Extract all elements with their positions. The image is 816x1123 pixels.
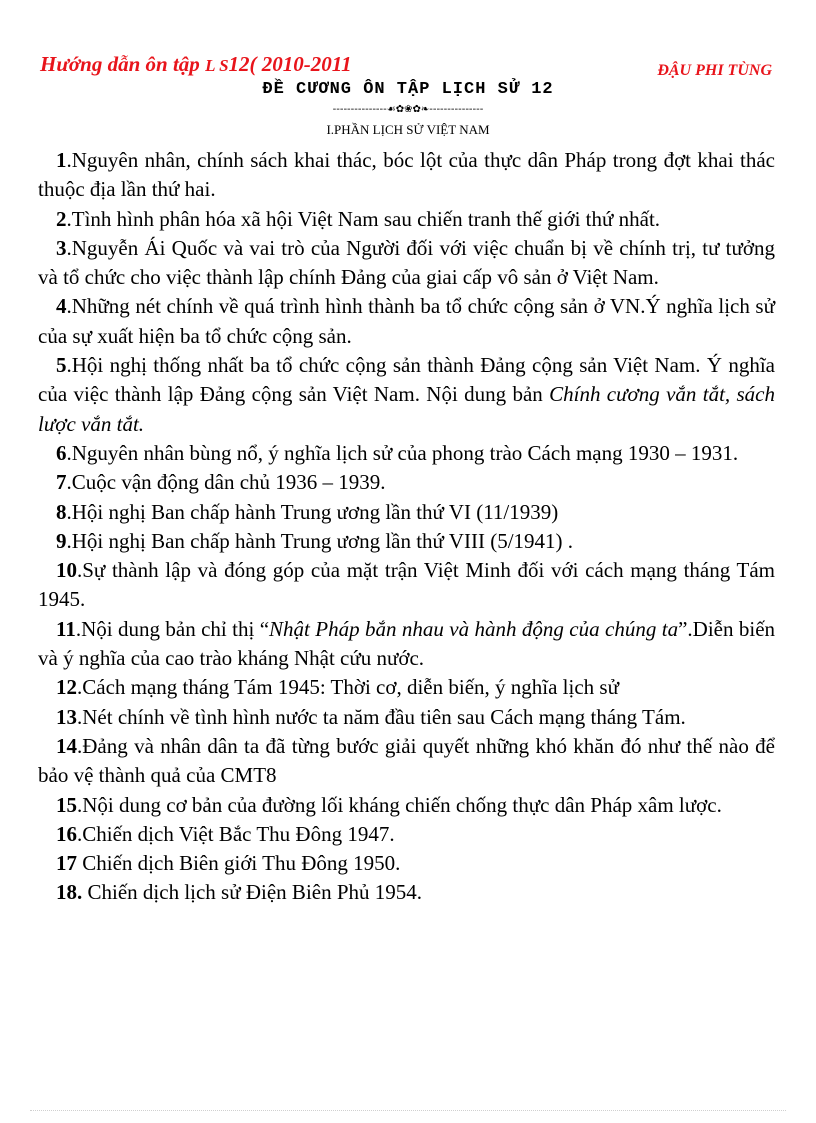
footer-rule: [30, 1110, 786, 1111]
outline-item-11: 11.Nội dung bản chỉ thị “Nhật Pháp bắn nhau và hành động của chúng ta”.Diễn biến và ý nghĩa của cao trào kháng Nhật cứu nước.: [38, 616, 776, 671]
outline-item-5: 5.Hội nghị thống nhất ba tổ chức cộng sản thành Đảng cộng sản Việt Nam. Ý nghĩa của việc thành lập Đảng cộng sản Việt Nam. Nội dung bản Chính cương vắn tắt, sách lược vắn tắt.: [38, 353, 775, 436]
header-left-main: Hướng dẫn ôn tập: [40, 52, 206, 76]
header-left: [40, 52, 352, 77]
outline-item-3: 3.Nguyễn Ái Quốc và vai trò của Người đối với việc chuẩn bị về chính trị, tư tưởng và tổ chức cho việc thành lập chính Đảng của giai cấp vô sản ở Việt Nam.: [38, 235, 775, 290]
outline-item-18: 18. Chiến dịch lịch sử Điện Biên Phủ 1954.: [56, 880, 423, 905]
header-left-tail: 12( 2010-2011: [228, 52, 352, 76]
header-left-small: L S: [205, 56, 229, 75]
outline-item-14: 14.Đảng và nhân dân ta đã từng bước giải quyết những khó khăn đó như thế nào để bảo vệ thành quả của CMT8: [38, 733, 775, 788]
outline-item-16: 16.Chiến dịch Việt Bắc Thu Đông 1947.: [56, 821, 395, 846]
outline-item-4: 4.Những nét chính về quá trình hình thành ba tổ chức cộng sản ở VN.Ý nghĩa lịch sử của sự xuất hiện ba tổ chức cộng sản.: [38, 294, 775, 348]
outline-item-9: 9.Hội nghị Ban chấp hành Trung ương lần thứ VIII (5/1941) .: [56, 528, 574, 553]
outline-item-17: 17 Chiến dịch Biên giới Thu Đông 1950.: [56, 851, 401, 876]
outline-item-7: 7.Cuộc vận động dân chủ 1936 – 1939.: [56, 470, 386, 495]
outline-item-13: 13.Nét chính về tình hình nước ta năm đầu tiên sau Cách mạng tháng Tám.: [56, 704, 686, 729]
outline-list: [38, 146, 775, 908]
ornamental-divider: ---------------☙✿❀✿❧---------------: [332, 104, 484, 115]
outline-item-10: 10.Sự thành lập và đóng góp của mặt trận Việt Minh đối với cách mạng tháng Tám 1945.: [38, 558, 775, 612]
outline-item-6: 6.Nguyên nhân bùng nổ, ý nghĩa lịch sử của phong trào Cách mạng 1930 – 1931.: [56, 440, 739, 465]
section-title: I.PHẦN LỊCH SỬ VIỆT NAM: [326, 122, 490, 137]
outline-item-15: 15.Nội dung cơ bản của đường lối kháng chiến chống thực dân Pháp xâm lược.: [56, 792, 722, 817]
outline-item-12: 12.Cách mạng tháng Tám 1945: Thời cơ, diễn biến, ý nghĩa lịch sử: [56, 675, 619, 700]
document-title: ĐỀ CƯƠNG ÔN TẬP LỊCH SỬ 12: [262, 80, 554, 99]
outline-item-2: 2.Tình hình phân hóa xã hội Việt Nam sau chiến tranh thế giới thứ nhất.: [56, 206, 661, 231]
outline-item-1: 1.Nguyên nhân, chính sách khai thác, bóc lột của thực dân Pháp trong đợt khai thác thuộc địa lần thứ hai.: [38, 148, 775, 202]
author-name: ĐẬU PHI TÙNG: [657, 62, 772, 79]
outline-item-8: 8.Hội nghị Ban chấp hành Trung ương lần thứ VI (11/1939): [56, 499, 559, 524]
